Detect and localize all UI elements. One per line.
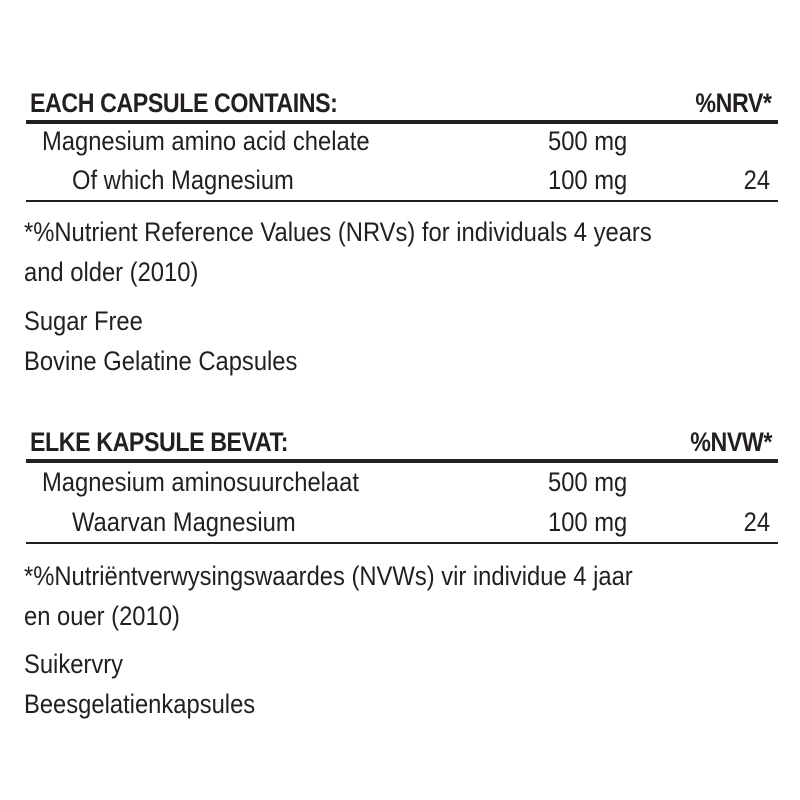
table-row xyxy=(0,463,800,501)
claim-capsule-type: Beesgelatienkapsules xyxy=(24,689,256,719)
claim-sugar-free: Sugar Free xyxy=(24,306,143,336)
panel-heading: ELKE KAPSULE BEVAT: xyxy=(30,427,289,457)
nutrient-amount: 500 mg xyxy=(548,126,628,156)
nutrition-panel-english xyxy=(0,86,800,376)
nutrient-amount: 500 mg xyxy=(548,467,628,497)
table-row xyxy=(0,122,800,160)
table-row xyxy=(0,503,800,541)
panel-header xyxy=(0,86,800,120)
panel-header xyxy=(0,425,800,459)
nutrient-name: Waarvan Magnesium xyxy=(72,507,296,537)
nutrient-amount: 100 mg xyxy=(548,165,628,195)
footnote-line-1: *%Nutriëntverwysingswaardes (NVWs) vir individue 4 jaar xyxy=(24,561,633,591)
nrv-column-heading: %NVW* xyxy=(690,427,772,457)
table-bottom-divider xyxy=(26,200,778,202)
nutrient-nrv: 24 xyxy=(743,165,770,195)
claim-sugar-free: Suikervry xyxy=(24,649,124,679)
footnote-line-2: en ouer (2010) xyxy=(24,601,180,631)
nutrient-nrv: 24 xyxy=(743,507,770,537)
nutrient-name: Of which Magnesium xyxy=(72,165,294,195)
footnote-line-1: *%Nutrient Reference Values (NRVs) for individuals 4 years xyxy=(24,217,652,247)
claim-capsule-type: Bovine Gelatine Capsules xyxy=(24,346,298,376)
nrv-column-heading: %NRV* xyxy=(695,88,772,118)
nutrient-amount: 100 mg xyxy=(548,507,628,537)
table-bottom-divider xyxy=(26,542,778,544)
nutrient-name: Magnesium amino acid chelate xyxy=(42,126,370,156)
table-row xyxy=(0,161,800,199)
panel-heading: EACH CAPSULE CONTAINS: xyxy=(30,88,338,118)
footnote-line-2: and older (2010) xyxy=(24,257,199,287)
nutrient-name: Magnesium aminosuurchelaat xyxy=(42,467,359,497)
nutrition-panel-afrikaans xyxy=(0,425,800,719)
